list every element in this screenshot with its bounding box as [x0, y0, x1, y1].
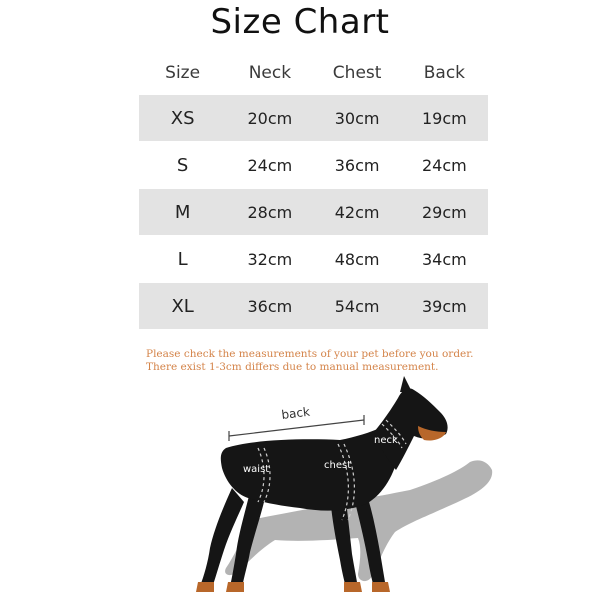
size-table	[139, 52, 488, 329]
header-size: Size	[165, 63, 201, 83]
cell-back: 24cm	[401, 142, 488, 189]
cell-size: XL	[139, 283, 226, 330]
table-row	[139, 283, 488, 330]
header-chest: Chest	[332, 63, 382, 83]
table-row	[139, 189, 488, 236]
note-line-1: Please check the measurements of your pet before you order.	[146, 348, 474, 360]
table-row	[139, 236, 488, 283]
cell-chest: 36cm	[314, 142, 401, 189]
dog-measurement-illustration	[0, 370, 600, 600]
header-neck: Neck	[248, 63, 292, 83]
table-row	[139, 95, 488, 142]
cell-neck: 24cm	[226, 142, 313, 189]
cell-chest: 48cm	[314, 236, 401, 283]
cell-neck: 36cm	[226, 283, 313, 330]
cell-chest: 54cm	[314, 283, 401, 330]
chest-label: chest	[324, 460, 352, 471]
cell-back: 39cm	[401, 283, 488, 330]
cell-back: 29cm	[401, 189, 488, 236]
cell-size: S	[139, 142, 226, 189]
neck-label: neck	[374, 435, 398, 446]
cell-size: L	[139, 236, 226, 283]
paw	[196, 582, 214, 592]
back-label: back	[280, 404, 311, 422]
table-header-row	[139, 52, 488, 95]
cell-size: M	[139, 189, 226, 236]
cell-back: 34cm	[401, 236, 488, 283]
table-row	[139, 142, 488, 189]
cell-neck: 32cm	[226, 236, 313, 283]
cell-neck: 20cm	[226, 95, 313, 142]
cell-back: 19cm	[401, 95, 488, 142]
cell-chest: 30cm	[314, 95, 401, 142]
paw	[344, 582, 362, 592]
cell-chest: 42cm	[314, 189, 401, 236]
paw	[226, 582, 244, 592]
note-line-2: There exist 1-3cm differs due to manual measurement.	[146, 361, 439, 373]
cell-size: XS	[139, 95, 226, 142]
paw	[372, 582, 390, 592]
waist-label: waist	[243, 464, 270, 475]
header-back: Back	[423, 63, 466, 83]
cell-neck: 28cm	[226, 189, 313, 236]
page-title: Size Chart	[210, 2, 390, 42]
dog-ear	[400, 376, 412, 392]
